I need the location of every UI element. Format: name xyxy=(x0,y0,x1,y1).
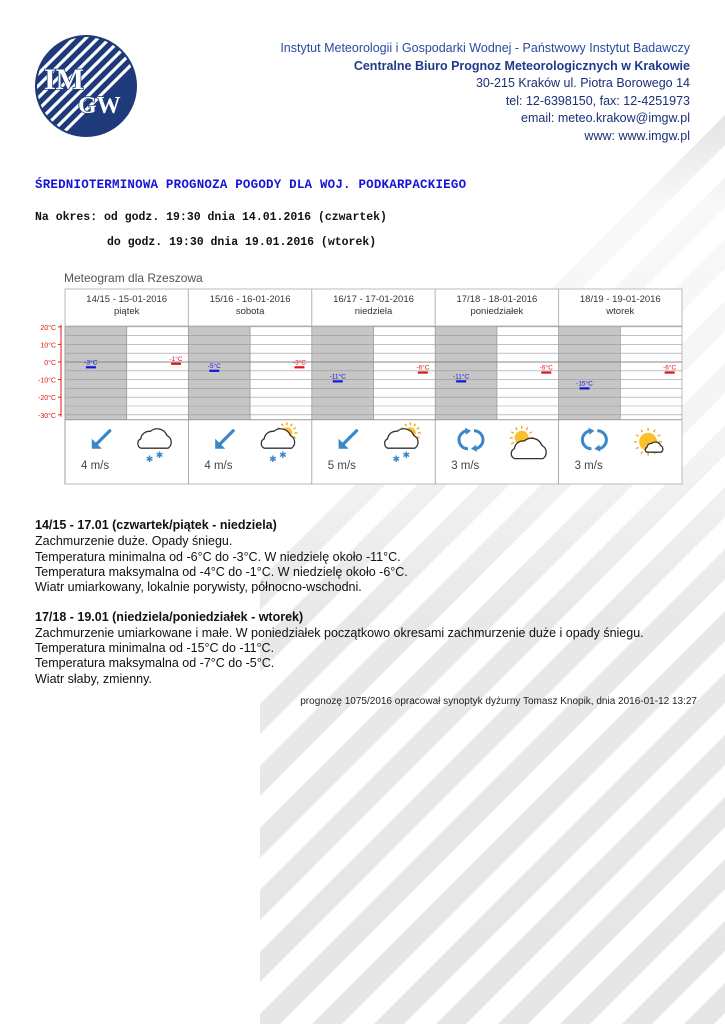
section-2-line: Wiatr słaby, zmienny. xyxy=(35,672,152,686)
wind-speed: 3 m/s xyxy=(451,459,480,472)
logo-text-bottom: GW xyxy=(78,93,121,119)
day-date: 18/19 - 19-01-2016 xyxy=(579,294,661,305)
sun-cloud-snow-icon: ✱ xyxy=(392,454,401,465)
tmin-label: -15°C xyxy=(576,380,593,388)
period-from: Na okres: od godz. 19:30 dnia 14.01.2016 (czwartek) xyxy=(35,211,387,224)
website-link[interactable]: www: www.imgw.pl xyxy=(584,128,690,143)
y-tick-label: -10°C xyxy=(38,377,56,385)
section-1-line: Temperatura minimalna od -6°C do -3°C. W niedzielę około -11°C. xyxy=(35,550,401,564)
meteogram xyxy=(28,286,688,488)
tmax-label: -3°C xyxy=(292,359,306,367)
day-name: poniedziałek xyxy=(470,306,524,317)
section-1-line: Zachmurzenie duże. Opady śniegu. xyxy=(35,534,233,548)
address: 30-215 Kraków ul. Piotra Borowego 14 xyxy=(475,76,690,90)
meteogram-title: Meteogram dla Rzeszowa xyxy=(64,271,203,285)
email-link[interactable]: email: meteo.krakow@imgw.pl xyxy=(521,111,690,125)
tmax-label: -1°C xyxy=(169,355,183,363)
y-tick-label: 0°C xyxy=(44,360,56,367)
day-name: sobota xyxy=(235,306,265,317)
section-2-line: Temperatura maksymalna od -7°C do -5°C. xyxy=(35,656,275,670)
y-tick-label: 10°C xyxy=(40,342,56,350)
sun-cloud-snow-icon: ✱ xyxy=(279,450,287,461)
tmin-label: -11°C xyxy=(329,373,346,381)
y-tick-label: -30°C xyxy=(38,412,56,420)
tmin-label: -3°C xyxy=(84,359,98,367)
tmin-label: -5°C xyxy=(207,362,221,370)
day-name: wtorek xyxy=(606,306,635,317)
sun-cloud-snow-icon: ✱ xyxy=(269,454,277,465)
imgw-logo xyxy=(34,34,138,138)
tmax-label: -6°C xyxy=(539,364,553,372)
day-date: 16/17 - 17-01-2016 xyxy=(333,294,414,305)
day-date: 17/18 - 18-01-2016 xyxy=(456,294,538,305)
day-date: 14/15 - 15-01-2016 xyxy=(86,294,168,305)
cloud-snow-icon: ✱ xyxy=(155,450,164,461)
tmin-label: -11°C xyxy=(453,373,470,381)
day-name: niedziela xyxy=(354,306,393,317)
y-tick-label: -20°C xyxy=(38,395,56,403)
section-2-line: Zachmurzenie umiarkowane i małe. W poniedziałek początkowo okresami zachmurzenie duże i opady śniegu. xyxy=(35,626,644,640)
document-title: ŚREDNIOTERMINOWA PROGNOZA POGODY DLA WOJ. PODKARPACKIEGO xyxy=(35,178,467,192)
day-name: piątek xyxy=(114,306,140,317)
section-2-heading: 17/18 - 19.01 (niedziela/poniedziałek - wtorek) xyxy=(35,610,304,624)
forecast-author-footer: prognozę 1075/2016 opracował synoptyk dyżurny Tomasz Knopik, dnia 2016-01-12 13:27 xyxy=(300,696,697,707)
sun-cloud-snow-icon: ✱ xyxy=(402,450,411,461)
wind-speed: 5 m/s xyxy=(327,459,356,472)
section-1-heading: 14/15 - 17.01 (czwartek/piątek - niedziela) xyxy=(35,518,277,532)
period-to: do godz. 19:30 dnia 19.01.2016 (wtorek) xyxy=(107,236,377,249)
tmax-label: -6°C xyxy=(416,364,430,372)
y-tick-label: 20°C xyxy=(40,324,56,332)
logo-text-top: IM xyxy=(44,63,84,96)
section-2-line: Temperatura minimalna od -15°C do -11°C. xyxy=(35,641,275,655)
cloud-snow-icon: ✱ xyxy=(145,454,154,465)
wind-speed: 4 m/s xyxy=(204,459,233,472)
tmax-label: -6°C xyxy=(663,364,677,372)
institution-header xyxy=(280,40,690,145)
phone-fax: tel: 12-6398150, fax: 12-4251973 xyxy=(505,93,690,108)
institute-name: Instytut Meteorologii i Gospodarki Wodnej - Państwowy Instytut Badawczy xyxy=(280,41,690,55)
bureau-name: Centralne Biuro Prognoz Meteorologicznych w Krakowie xyxy=(353,58,690,73)
day-date: 15/16 - 16-01-2016 xyxy=(209,294,291,305)
section-1-line: Temperatura maksymalna od -4°C do -1°C. W niedzielę około -6°C. xyxy=(35,565,408,579)
wind-speed: 3 m/s xyxy=(574,459,603,472)
section-1-line: Wiatr umiarkowany, lokalnie porywisty, północno-wschodni. xyxy=(35,580,362,594)
wind-speed: 4 m/s xyxy=(81,459,110,472)
